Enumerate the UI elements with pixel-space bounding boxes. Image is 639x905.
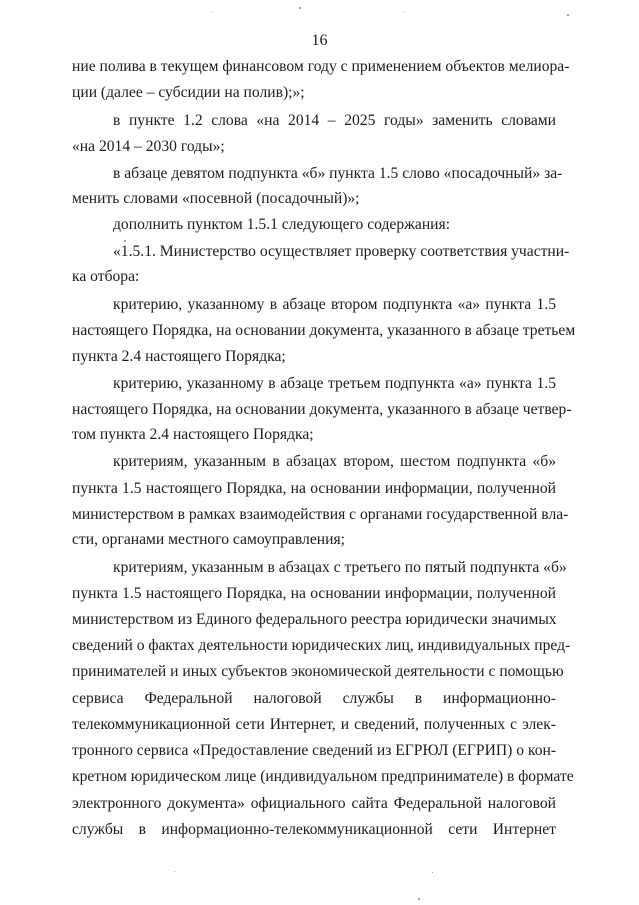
scan-speck	[299, 7, 301, 9]
text-line-14: настоящего Порядка, на основании документа, указанного в абзаце четвер-	[72, 401, 572, 418]
text-line-4: «на 2014 – 2030 годы»;	[72, 138, 225, 155]
text-line-3: в пункте 1.2 слова «на 2014 – 2025 годы» заменить словами	[113, 112, 556, 129]
text-line-20: критериям, указанным в абзацах с третьего по пятый подпункта «б»	[113, 559, 567, 576]
scan-speck	[124, 240, 126, 242]
text-line-26: телекоммуникационной сети Интернет, и сведений, полученных с элек-	[72, 716, 556, 733]
text-line-19: сти, органами местного самоуправления;	[72, 531, 345, 548]
text-line-29: электронного документа» официального сайта Федеральной налоговой	[72, 795, 556, 812]
text-line-8: «1.5.1. Министерство осуществляет проверку соответствия участни-	[113, 243, 570, 260]
text-line-6: менить словами «посевной (посадочный)»;	[72, 190, 360, 207]
text-line-10: критерию, указанному в абзаце втором подпункта «а» пункта 1.5	[113, 296, 556, 313]
text-line-28: кретном юридическом лице (индивидуальном предпринимателе) в формате	[72, 768, 574, 785]
text-line-22: министерством из Единого федерального реестра юридически значимых	[72, 611, 557, 628]
text-line-2: ции (далее – субсидии на полив);»;	[72, 84, 305, 101]
text-line-9: ка отбора:	[72, 268, 140, 285]
scan-speck	[418, 898, 420, 900]
text-line-13: критерию, указанному в абзаце третьем подпункта «а» пункта 1.5	[113, 375, 556, 392]
text-line-25: сервиса Федеральной налоговой службы в информационно-	[72, 690, 556, 707]
text-line-7: дополнить пунктом 1.5.1 следующего содержания:	[113, 216, 451, 233]
text-line-11: настоящего Порядка, на основании документа, указанного в абзаце третьем	[72, 322, 576, 339]
page-number: 16	[311, 32, 328, 49]
text-line-5: в абзаце девятом подпункта «б» пункта 1.5 слово «посадочный» за-	[113, 165, 563, 182]
text-line-15: том пункта 2.4 настоящего Порядка;	[72, 426, 314, 443]
scan-speck	[567, 14, 569, 16]
text-line-23: сведений о фактах деятельности юридических лиц, индивидуальных пред-	[72, 637, 571, 654]
text-line-17: пункта 1.5 настоящего Порядка, на основании информации, полученной	[72, 480, 556, 497]
text-line-24: принимателей и иных субъектов экономической деятельности с помощью	[72, 663, 564, 680]
scan-speck	[432, 872, 433, 873]
text-line-18: министерством в рамках взаимодействия с органами государственной вла-	[72, 506, 569, 523]
text-line-12: пункта 2.4 настоящего Порядка;	[72, 348, 286, 365]
text-line-30: службы в информационно-телекоммуникационной сети Интернет	[72, 821, 556, 838]
text-line-1: ние полива в текущем финансовом году с применением объектов мелиора-	[72, 58, 570, 75]
text-line-27: тронного сервиса «Предоставление сведений из ЕГРЮЛ (ЕГРИП) о кон-	[72, 742, 557, 759]
text-line-21: пункта 1.5 настоящего Порядка, на основании информации, полученной	[72, 585, 556, 602]
scan-speck	[404, 12, 405, 13]
text-line-16: критериям, указанным в абзацах втором, шестом подпункта «б»	[113, 453, 556, 470]
scan-speck	[212, 12, 213, 13]
scan-speck	[174, 871, 175, 872]
